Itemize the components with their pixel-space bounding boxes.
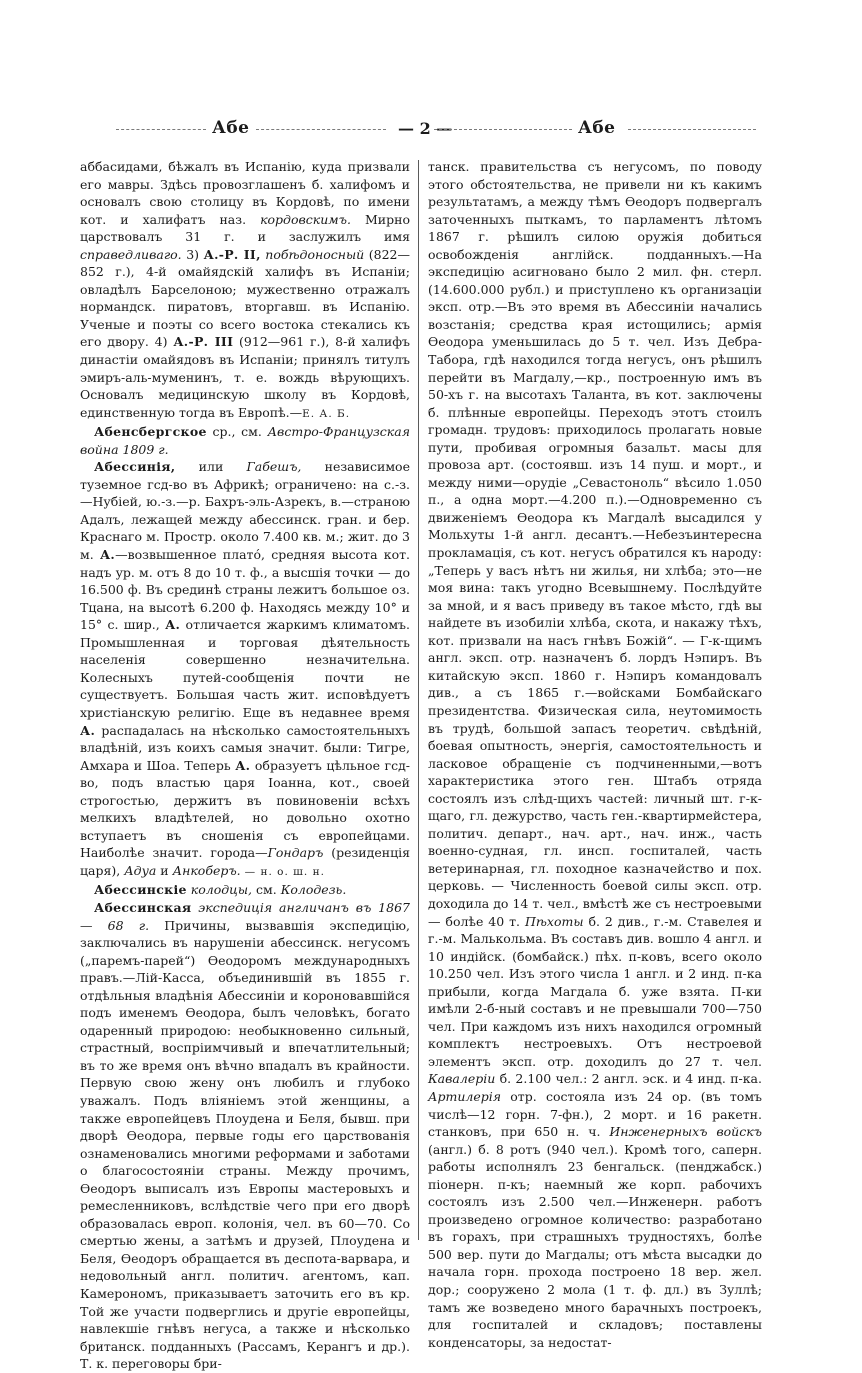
header-rule-left-2 [256,129,386,130]
entry-continuation: аббасидами, бѣжалъ въ Испанію, куда призвали его мавры. Здѣсь провозглашенъ б. халифомъ и основалъ свою столицу въ Кордовѣ, по имени кот. и халифатъ наз. кордовскимъ. Мирно царствовалъ 31 г. и заслужилъ имя справедливаго. 3) А.-Р. II, побѣдоносный (822—852 г.), 4-й омайядскій халифъ въ Испаніи; овладѣлъ Барселоною; мужественно отражалъ нормандск. пиратовъ, вторгавш. въ Испанію. Ученые и поэты со всего востока стекались къ его двору. 4) А.-Р. III (912—961 г.), 8-й халифъ династіи омайядовъ въ Испаніи; принялъ титулъ эмиръ-аль-муменинъ, т. е. вождь вѣрующихъ. Основалъ медицинскую школу въ Кордовѣ, единственную тогда въ Европѣ.—Е. А. Б. [80,159,410,420]
headword: Абессинскіе [94,882,187,898]
headword: Абессинская [94,899,192,915]
column-divider [418,160,419,1240]
author-signature: Е. А. Б. [302,407,351,420]
header-rule-right-1 [434,129,572,130]
entry-abensberg: Абенсбергское ср., см. Австро-Французская война 1809 г. [80,424,410,457]
running-head [116,118,756,140]
left-column [80,158,410,1373]
header-left-headword: Абе [212,118,250,138]
expedition-continuation: танск. правительства съ негусомъ, по поводу этого обстоятельства, не привели ни къ какимъ результатамъ, а между тѣмъ Ѳеодоръ подвергалъ заточенныхъ пыткамъ, то парламентъ лѣтомъ 1867 г. рѣшилъ силою оружія добиться освобожденія англійск. подданныхъ.—На экспедицію асигновано было 2 мил. фн. стерл. (14.600.000 рубл.) и приступлено къ организаціи эксп. отр.—Въ это время въ Абессиніи начались возстанія; средства края истощились; армія Ѳеодора уменьшилась до 5 т. чел. Изъ Дебра-Табора, гдѣ находился тогда негусъ, онъ рѣшилъ перейти въ Магдалу,—кр., построенную имъ въ 50-хъ г. на высотахъ Таланта, въ кот. заключены б. плѣнные европейцы. Переходъ этотъ стоилъ громадн. трудовъ: приходилось пролагать новые пути, пробивая огромныя базальт. масы для провоза арт. (состоявш. изъ 14 пуш. и морт., и между ними—орудіе „Севастоноль“ вѣсило 1.050 п., а одна морт.—4.200 п.).—Одновременно съ движеніемъ Ѳеодора къ Магдалѣ высадился у Мольхуты 1-й англ. десантъ.—Небезъинтересна прокламація, съ кот. негусъ обратился къ народу: „Теперь у васъ нѣтъ ни жилья, ни хлѣба; это—не моя вина: такъ угодно Всевышнему. Послѣдуйте за мной, и я васъ приведу въ такое мѣсто, гдѣ вы найдете въ изобиліи хлѣба, скота, и накажу тѣхъ, кот. призвали на насъ гнѣвъ Божій“. — Г-к-щимъ англ. эксп. отр. назначенъ б. лордъ Нэпиръ. Въ китайскую эксп. 1860 г. Нэпиръ командовалъ див., а съ 1865 г.—войсками Бомбайскаго президентства. Физическая сила, неутомимость въ трудѣ, большой запасъ теоретич. свѣдѣній, боевая опытность, энергія, самостоятельность и ласковое обращеніе съ подчиненными,—вотъ характеристика этого ген. Штабъ отряда состоялъ изъ слѣд-щихъ частей: личный шт. г-к-щаго, гл. дежурство, часть ген.-квартирмейстера, политич. департ., нач. арт., нач. инж., часть военно-судная, гл. инсп. госпиталей, часть ветеринарная, гл. походное казначейство и пох. церковь. — Численность боевой силы эксп. отр. доходила до 14 т. чел., вмѣстѣ же съ нестроевыми — болѣе 40 т. Пѣхоты б. 2 див., г.-м. Ставелея и г.-м. Малькольма. Въ составъ див. вошло 4 англ. и 10 индійск. (бомбайск.) пѣх. п-ковъ, всего около 10.250 чел. Изъ этого числа 1 англ. и 2 инд. п-ка прибыли, когда Магдала б. уже взята. П-ки имѣли 2-б-ный составъ и не превышали 700—750 чел. При каждомъ изъ нихъ находился огромный комплектъ нестроевыхъ. Отъ нестроевой элементъ эксп. отр. доходилъ до 27 т. чел. Кавалеріи б. 2.100 чел.: 2 англ. эск. и 4 инд. п-ка. Артилерія отр. состояла изъ 24 ор. (въ томъ числѣ—12 горн. 7-фн.), 2 морт. и 16 ракетн. станковъ, при 650 н. ч. Инженерныхъ войскъ (англ.) б. 8 ротъ (940 чел.). Кромѣ того, саперн. работы исполнялъ 23 бенгальск. (пенджабск.) піонерн. п-къ; наемный же корп. рабочихъ состоялъ изъ 2.500 чел.—Инженерн. работъ произведено огромное количество: разработано въ горахъ, при страшныхъ трудностяхъ, болѣе 500 вер. пути до Магдалы; отъ мѣста высадки до начала горн. прохода построено 18 вер. жел. дор.; сооружено 2 мола (1 т. ф. дл.) въ Зуллѣ; тамъ же возведено много барачныхъ построекъ, для госпиталей и складовъ; поставлены конденсаторы, за недостат- [428,159,762,1350]
header-right-headword: Абе [578,118,616,138]
header-rule-left-1 [116,129,206,130]
header-rule-right-2 [628,129,756,130]
entry-abyssinian-wells: Абессинскіе колодцы, см. Колодезь. [94,882,347,898]
headword: Абессинія, [94,459,176,475]
entry-abyssinia: Абессинія, или Габешъ, независимое туземное гсд-во въ Африкѣ; ограничено: на с.-з.—Нубіей, ю.-з.—р. Бахръ-эль-Азрекъ, в.—страною Адалъ, лежащей между абессинск. гран. и бер. Краснаго м. Простр. около 7.400 кв. м.; жит. до 3 м. А.—возвышенное платó, средняя высота кот. надъ ур. м. отъ 8 до 10 т. ф., а высшія точки — до 16.500 ф. Въ срединѣ страны лежитъ большое оз. Тцана, на высотѣ 6.200 ф. Находясь между 10° и 15° с. шир., А. отличается жаркимъ климатомъ. Промышленная и торговая дѣятельность населенія совершенно незначительна. Колесныхъ путей-сообщенія почти не существуетъ. Большая часть жит. исповѣдуетъ христіанскую религію. Еще въ недавнее время А. распадалась на нѣсколько самостоятельныхъ владѣній, изъ коихъ самыя значит. были: Тигре, Амхара и Шоа. Теперь А. образуетъ цѣльное гсд-во, подъ властью царя Іоанна, кот., своей строгостью, держитъ въ повиновеніи всѣхъ мелкихъ владѣтелей, но довольно охотно вступаетъ въ сношенія съ европейцами. Наиболѣе значит. города—Гондаръ (резиденція царя), Адуа и Анкоберъ. — н. о. ш. н. [80,459,411,878]
author-signature: — н. о. ш. н. [244,865,325,878]
headword: Абенсбергское [94,424,207,440]
page-number: — 2 — [398,119,453,138]
entry-abyssinian-expedition: Абессинская экспедиція англичанъ въ 1867 — 68 г. Причины, вызвавшія экспедицію, заключались въ нарушеніи абессинск. негусомъ („паремъ-парей“) Ѳеодоромъ международныхъ правъ.—Лій-Касса, объединившій въ 1855 г. отдѣльныя владѣнія Абессиніи и короновавшійся подъ именемъ Ѳеодора, былъ человѣкъ, богато одаренный природою: необыкновенно сильный, страстный, воспріимчивый и впечатлительный; въ то же время онъ вѣчно впадалъ въ крайности. Первую свою жену онъ любилъ и глубоко уважалъ. Подъ вліяніемъ этой женщины, а также европейцевъ Плоудена и Беля, бывш. при дворѣ Ѳеодора, первые годы его царствованія ознаменовались многими реформами и заботами о благосостояніи страны. Между прочимъ, Ѳеодоръ выписалъ изъ Европы мастеровыхъ и ремесленниковъ, вслѣдствіе чего при его дворѣ образовалась европ. колонія, чел. въ 60—70. Со смертью жены, а затѣмъ и друзей, Плоудена и Беля, Ѳеодоръ обращается въ деспота-варвара, и недовольный англ. политич. агентомъ, кап. Камерономъ, приказываетъ заточить его въ кр. Той же участи подверглись и другіе европейцы, навлекшіе гнѣвъ негуса, а также и нѣсколько британск. подданныхъ (Рассамъ, Керангъ и др.). Т. к. переговоры бри- [80,899,410,1372]
right-column [428,158,762,1351]
